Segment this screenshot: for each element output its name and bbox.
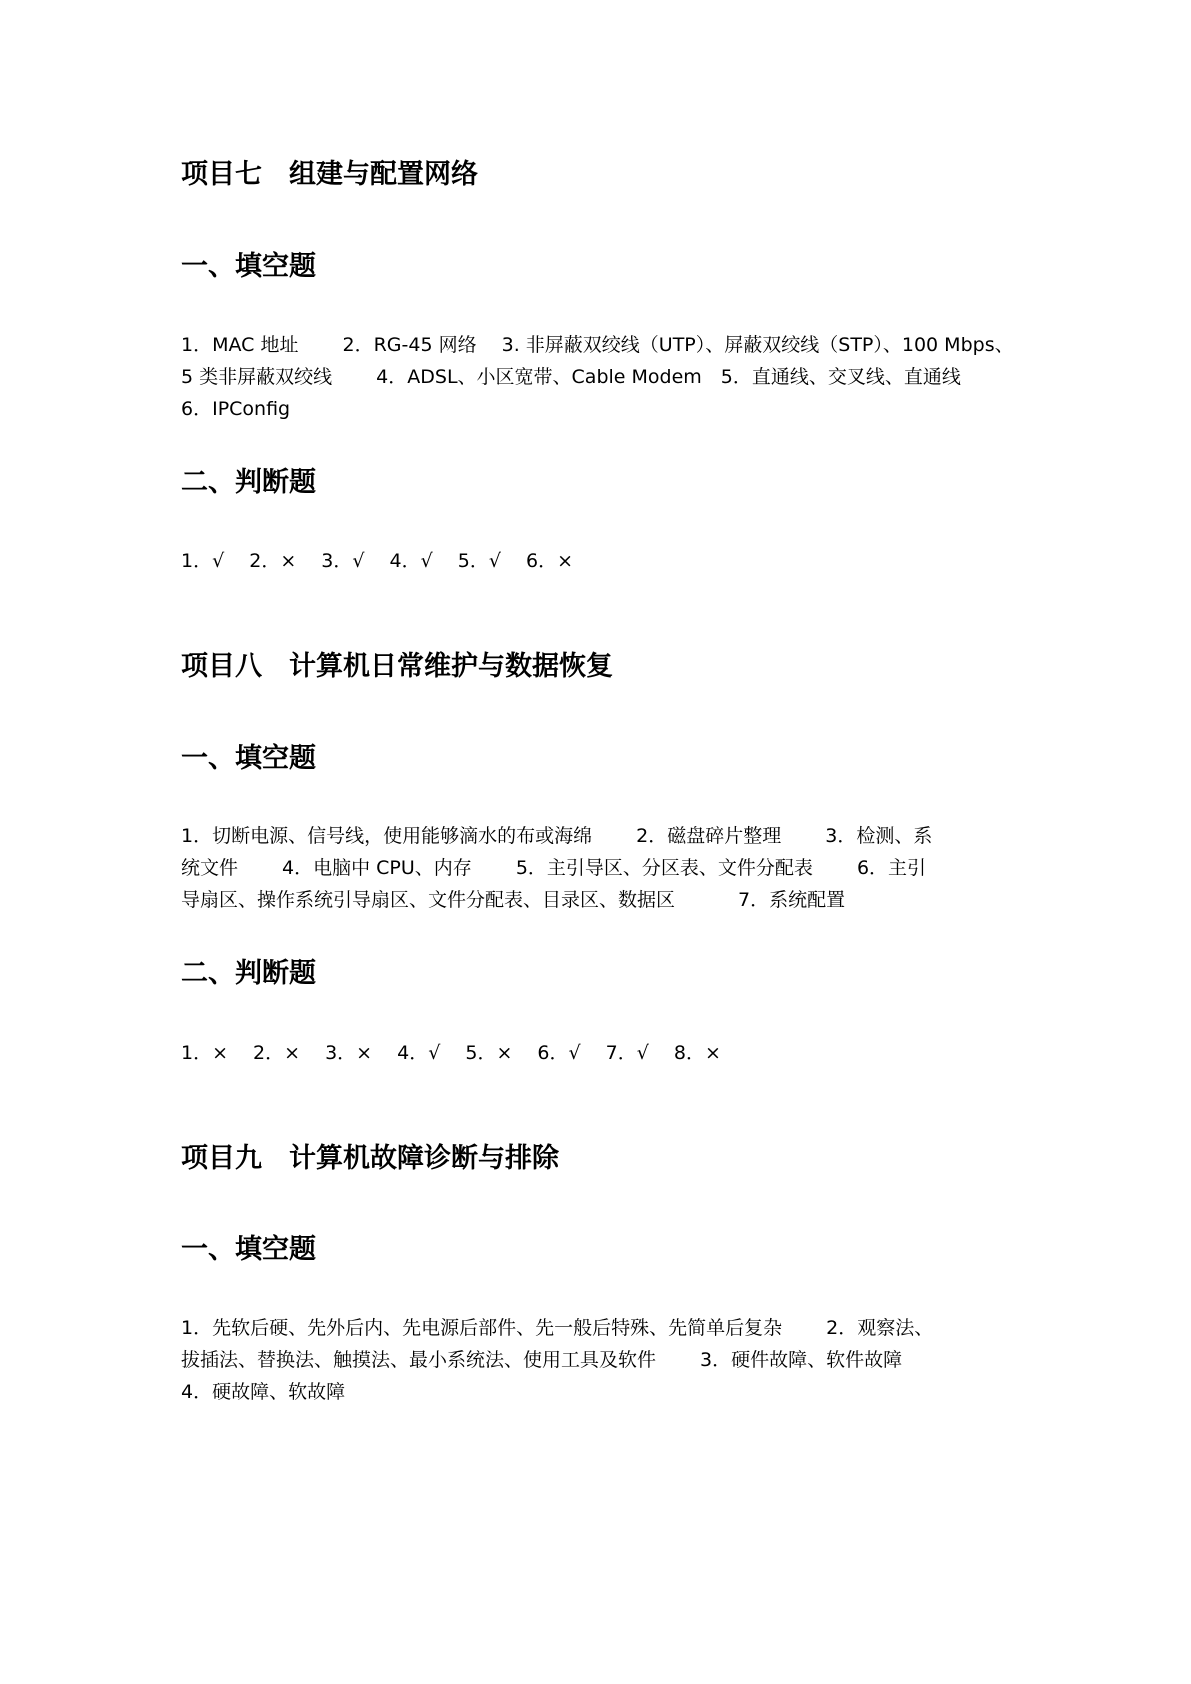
project-8-judge-heading: 二、判断题 (181, 958, 316, 989)
project-7-judge-heading: 二、判断题 (181, 467, 316, 498)
project-7-fill-line-2: 5 类非屏蔽双绞线 4．ADSL、小区宽带、Cable Modem 5．直通线、交叉线、直通线 (181, 366, 961, 388)
project-8-fill-line-2: 统文件 4．电脑中 CPU、内存 5．主引导区、分区表、文件分配表 6．主引 (181, 857, 927, 879)
project-9-fill-line-3: 4．硬故障、软故障 (181, 1381, 346, 1403)
project-8-fill-heading: 一、填空题 (181, 743, 316, 774)
project-7-fill-line-1: 1．MAC 地址 2．RG-45 网络 3. 非屏蔽双绞线（UTP）、屏蔽双绞线（STP）、100 Mbps、 (181, 334, 1014, 356)
project-9-title: 项目九 计算机故障诊断与排除 (181, 1143, 559, 1174)
project-8-fill-line-3: 导扇区、操作系统引导扇区、文件分配表、目录区、数据区 7．系统配置 (181, 889, 846, 911)
project-7-title: 项目七 组建与配置网络 (181, 159, 478, 190)
project-8-title: 项目八 计算机日常维护与数据恢复 (181, 651, 613, 682)
project-8-fill-line-1: 1．切断电源、信号线，使用能够滴水的布或海绵 2．磁盘碎片整理 3．检测、系 (181, 825, 933, 847)
project-7-judge-line: 1．√ 2．× 3．√ 4．√ 5．√ 6．× (181, 550, 573, 572)
project-8-judge-line: 1．× 2．× 3．× 4．√ 5．× 6．√ 7．√ 8．× (181, 1042, 721, 1064)
project-9-fill-line-2: 拔插法、替换法、触摸法、最小系统法、使用工具及软件 3．硬件故障、软件故障 (181, 1349, 903, 1371)
project-9-fill-line-1: 1．先软后硬、先外后内、先电源后部件、先一般后特殊、先简单后复杂 2．观察法、 (181, 1317, 934, 1339)
project-9-fill-heading: 一、填空题 (181, 1234, 316, 1265)
project-7-fill-line-3: 6．IPConfig (181, 398, 291, 420)
project-7-fill-heading: 一、填空题 (181, 251, 316, 282)
